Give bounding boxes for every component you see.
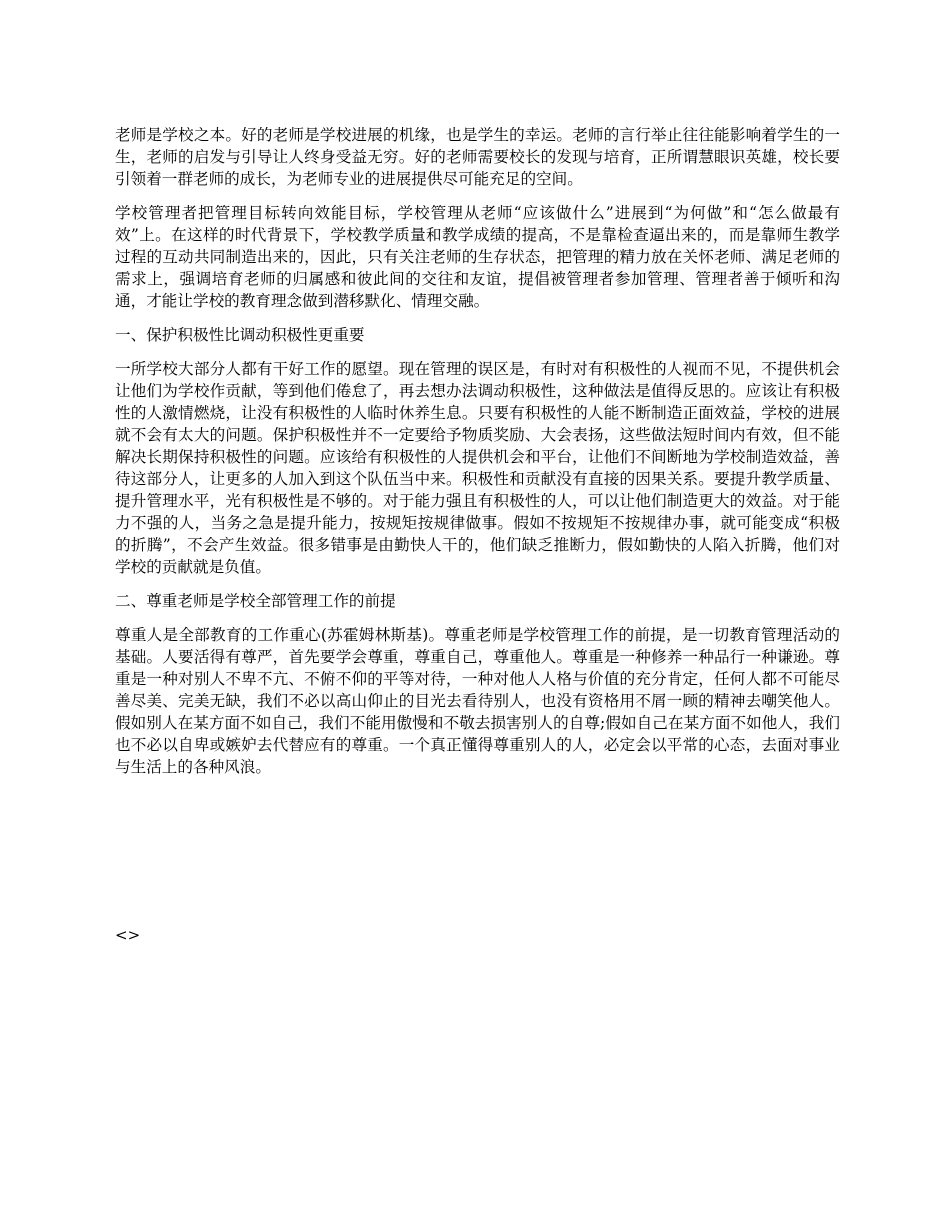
document-body: [115, 124, 840, 790]
intro-paragraph-2: 学校管理者把管理目标转向效能目标，学校管理从老师“应该做什么”进展到“为何做”和“怎么做最有效”上。在这样的时代背景下，学校教学质量和教学成绩的提高，不是靠检查逼出来的，而是靠师生教学过程的互动共同制造出来的，因此，只有关注老师的生存状态，把管理的精力放在关怀老师、满足老师的需求上，强调培育老师的归属感和彼此间的交往和友谊，提倡被管理者参加管理、管理者善于倾听和沟通，才能让学校的教育理念做到潜移默化、情理交融。: [115, 204, 840, 310]
section-1-body: 一所学校大部分人都有干好工作的愿望。现在管理的误区是，有时对有积极性的人视而不见，不提供机会让他们为学校作贡献，等到他们倦怠了，再去想办法调动积极性，这种做法是值得反思的。应该让有积极性的人激情燃烧，让没有积极性的人临时休养生息。只要有积极性的人能不断制造正面效益，学校的进展就不会有太大的问题。保护积极性并不一定要给予物质奖励、大会表扬，这些做法短时间内有效，但不能解决长期保持积极性的问题。应该给有积极性的人提供机会和平台，让他们不间断地为学校制造效益，善待这部分人，让更多的人加入到这个队伍当中来。积极性和贡献没有直接的因果关系。要提升教学质量、提升管理水平，光有积极性是不够的。对于能力强且有积极性的人，可以让他们制造更大的效益。对于能力不强的人，当务之急是提升能力，按规矩按规律做事。假如不按规矩不按规律办事，就可能变成“积极的折腾”，不会产生效益。很多错事是由勤快人干的，他们缺乏推断力，假如勤快的人陷入折腾，他们对学校的贡献就是负值。: [115, 360, 840, 576]
section-2-body: 尊重人是全部教育的工作重心(苏霍姆林斯基)。尊重老师是学校管理工作的前提，是一切教育管理活动的基础。人要活得有尊严，首先要学会尊重，尊重自己，尊重他人。尊重是一种修养一种品行一种谦逊。尊重是一种对别人不卑不亢、不俯不仰的平等对待，一种对他人人格与价值的充分肯定，任何人都不可能尽善尽美、完美无缺，我们不必以高山仰止的目光去看待别人，也没有资格用不屑一顾的精神去嘲笑他人。假如别人在某方面不如自己，我们不能用傲慢和不敬去损害别人的自尊;假如自己在某方面不如他人，我们也不必以自卑或嫉妒去代替应有的尊重。一个真正懂得尊重别人的人，必定会以平常的心态，去面对事业与生活上的各种风浪。: [115, 626, 840, 776]
footer-mark: <>: [115, 926, 141, 944]
section-2-heading: 二、尊重老师是学校全部管理工作的前提: [115, 592, 396, 610]
section-1-heading: 一、保护积极性比调动积极性更重要: [115, 326, 365, 344]
intro-paragraph-1: 老师是学校之本。好的老师是学校进展的机缘，也是学生的幸运。老师的言行举止往往能影响着学生的一生，老师的启发与引导让人终身受益无穷。好的老师需要校长的发现与培育，正所谓慧眼识英雄，校长要引领着一群老师的成长，为老师专业的进展提供尽可能充足的空间。: [115, 126, 840, 188]
